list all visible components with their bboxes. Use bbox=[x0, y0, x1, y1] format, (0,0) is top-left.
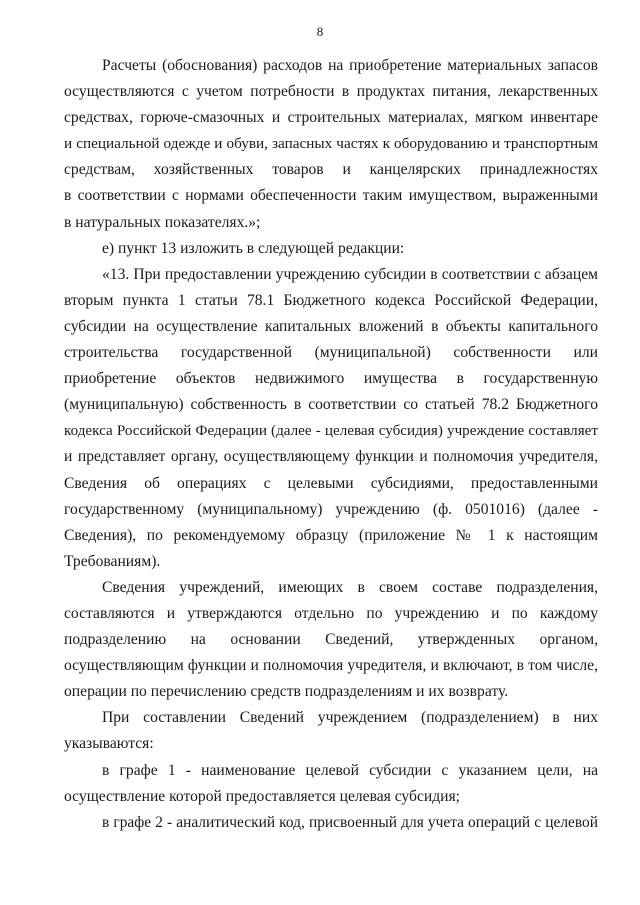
text-line: е) пункт 13 изложить в следующей редакции: bbox=[102, 239, 405, 257]
text-line: субсидии на осуществление капитальных вложений в объекты капитального bbox=[64, 317, 598, 335]
text-line: осуществляются с учетом потребности в продуктах питания, лекарственных bbox=[64, 83, 598, 101]
text-line: (муниципальную) собственность в соответствии со статьей 78.2 Бюджетного bbox=[64, 396, 598, 414]
paragraph-amendment-point-13 bbox=[64, 236, 598, 262]
text-line: в графе 2 - аналитический код, присвоенный для учета операций с целевой bbox=[102, 813, 598, 831]
paragraph-subdivisions bbox=[64, 575, 598, 705]
paragraph-compilation bbox=[64, 705, 598, 757]
text-line: средствах, горюче-смазочных и строительных материалах, мягком инвентаре bbox=[64, 109, 598, 127]
text-line: кодекса Российской Федерации (далее - целевая субсидия) учреждение составляет bbox=[64, 423, 598, 440]
paragraph-point-13 bbox=[64, 262, 598, 575]
text-line: операции по перечислению средств подразделениям и их возврату. bbox=[64, 683, 509, 701]
text-line: составляются и утверждаются отдельно по учреждению и по каждому bbox=[64, 604, 598, 622]
text-line: Расчеты (обоснования) расходов на приобретение материальных запасов bbox=[102, 57, 598, 74]
page-number: 8 bbox=[316, 24, 324, 39]
text-line: Требованиям). bbox=[64, 552, 161, 570]
text-line: подразделению на основании Сведений, утвержденных органом, bbox=[64, 631, 598, 649]
text-line: Сведения об операциях с целевыми субсидиями, предоставленными bbox=[64, 474, 598, 492]
text-line: указываются: bbox=[64, 735, 154, 753]
text-line: и представляет органу, осуществляющему функции и полномочия учредителя, bbox=[64, 448, 598, 466]
text-line: Сведения учреждений, имеющих в своем составе подразделения, bbox=[102, 578, 598, 596]
text-line: в графе 1 - наименование целевой субсидии с указанием цели, на bbox=[102, 761, 598, 779]
text-line: и специальной одежде и обуви, запасных частях к оборудованию и транспортным bbox=[64, 135, 598, 153]
text-line: государственному (муниципальному) учреждению (ф. 0501016) (далее - bbox=[64, 500, 598, 518]
text-line: осуществление которой предоставляется целевая субсидия; bbox=[64, 787, 461, 805]
paragraph-column-2 bbox=[64, 810, 598, 836]
text-line: вторым пункта 1 статьи 78.1 Бюджетного кодекса Российской Федерации, bbox=[64, 291, 598, 309]
text-line: При составлении Сведений учреждением (подразделением) в них bbox=[102, 709, 598, 727]
text-line: в натуральных показателях.»; bbox=[64, 213, 261, 231]
text-line: Сведения), по рекомендуемому образцу (приложение № 1 к настоящим bbox=[64, 526, 598, 544]
text-line: «13. При предоставлении учреждению субсидии в соответствии с абзацем bbox=[102, 265, 598, 283]
document-body bbox=[64, 53, 598, 836]
text-line: осуществляющим функции и полномочия учредителя, и включают, в том числе, bbox=[64, 657, 598, 675]
text-line: в соответствии с нормами обеспеченности таким имуществом, выраженными bbox=[64, 187, 598, 205]
paragraph-column-1 bbox=[64, 758, 598, 810]
paragraph-material-reserves bbox=[64, 53, 598, 236]
text-line: средствам, хозяйственных товаров и канцелярских принадлежностях bbox=[64, 161, 598, 179]
text-line: приобретение объектов недвижимого имущества в государственную bbox=[64, 370, 598, 388]
text-line: строительства государственной (муниципальной) собственности или bbox=[64, 344, 598, 362]
